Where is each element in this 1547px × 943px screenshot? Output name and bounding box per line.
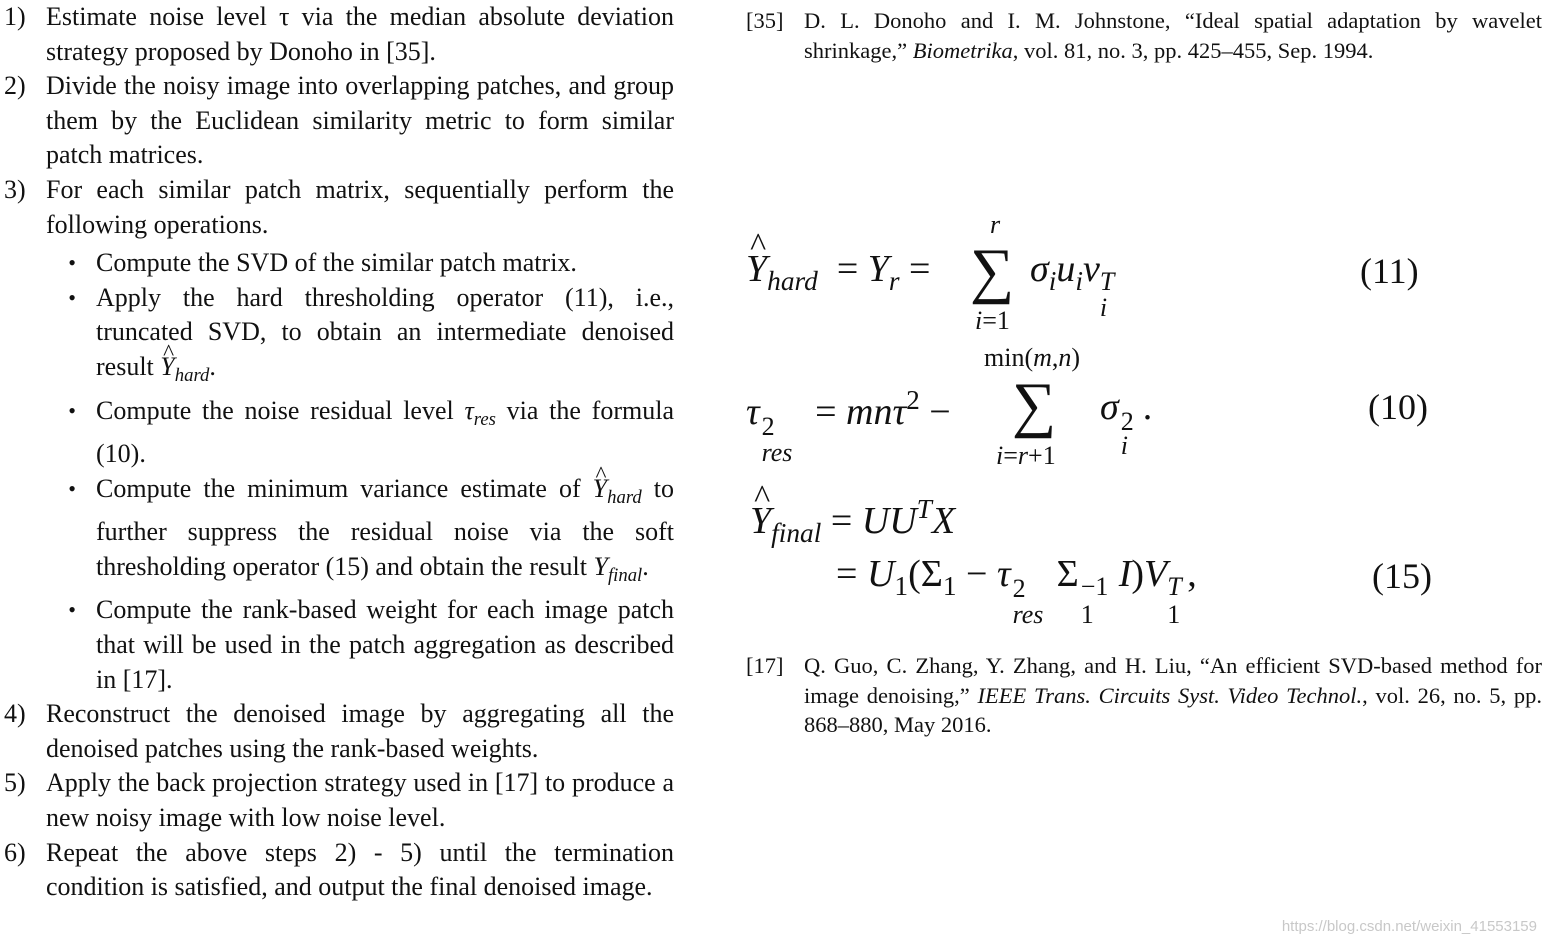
- watermark: https://blog.csdn.net/weixin_41553159: [1281, 918, 1537, 935]
- algorithm-steps: [4, 0, 674, 905]
- step-3-substeps: [4, 246, 674, 697]
- substep-rank-weight: • Compute the rank-based weight for each image patch that will be used in the patch aggregation as described in [17].: [4, 593, 674, 697]
- step-6: 6) Repeat the above steps 2) - 5) until the termination condition is satisfied, and output the final denoised image.: [4, 837, 674, 902]
- substep-hard-threshold: • Apply the hard thresholding operator (11), i.e., truncated SVD, to obtain an intermediate denoised result ^ $Y_{hard}$.: [4, 281, 674, 394]
- substep-noise-residual: • Compute the noise residual level $\tau_{res}$ via the formula (10).: [4, 394, 674, 472]
- reference-35: [35] D. L. Donoho and I. M. Johnstone, “Ideal spatial adaptation by wavelet shrinkage,” Biometrika, vol. 81, no. 3, pp. 425–455, Sep. 1994.: [746, 8, 1542, 63]
- bullet-icon: •: [68, 284, 76, 310]
- reference-17: [17] Q. Guo, C. Zhang, Y. Zhang, and H. Liu, “An efficient SVD-based method for image denoising,” IEEE Trans. Circuits Syst. Video Technol., vol. 26, no. 5, pp. 868–880, May 2016.: [746, 653, 1542, 737]
- bullet-icon: •: [68, 597, 76, 623]
- bullet-icon: •: [68, 475, 76, 501]
- step-3: 3) For each similar patch matrix, sequentially perform the following operations.: [4, 174, 674, 239]
- bullet-icon: •: [68, 250, 76, 276]
- substep-svd: • Compute the SVD of the similar patch matrix.: [4, 246, 674, 281]
- summation-symbol: ∑: [970, 237, 1015, 305]
- step-1: 1) Estimate noise level τ via the median absolute deviation strategy proposed by Donoho in [35].: [4, 2, 674, 66]
- summation-symbol: ∑: [1012, 371, 1057, 439]
- bullet-icon: •: [68, 397, 76, 423]
- step-5: 5) Apply the back projection strategy used in [17] to produce a new noisy image with low noise level.: [4, 768, 674, 832]
- step-4: 4) Reconstruct the denoised image by aggregating all the denoised patches using the rank-based weights.: [4, 699, 674, 763]
- step-2: 2) Divide the noisy image into overlapping patches, and group them by the Euclidean similarity metric to form similar patch matrices.: [4, 71, 674, 170]
- substep-min-variance: • Compute the minimum variance estimate of ^ $Y_{hard}$ to further suppress the residual noise via the soft thresholding operator (15) and obtain the result $Y_{final}$.: [4, 472, 674, 594]
